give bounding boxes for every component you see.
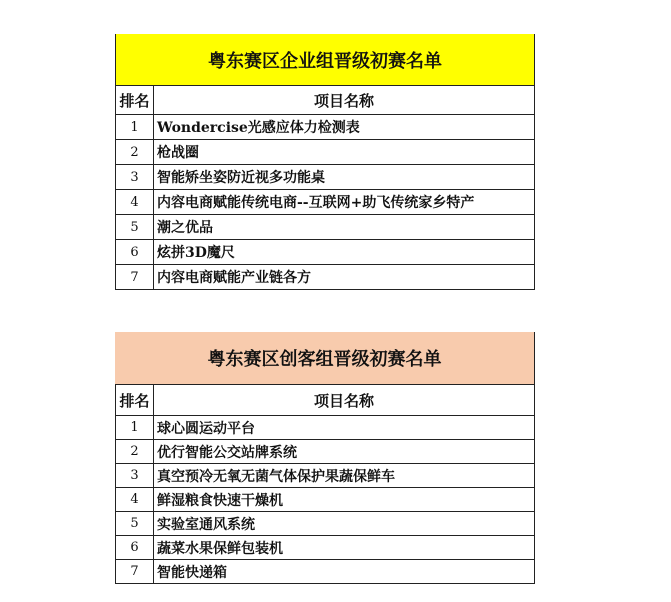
project-name-cell: 潮之优品	[154, 215, 535, 240]
project-name-cell: 枪战圈	[154, 140, 535, 165]
rank-cell: 7	[116, 560, 154, 584]
table-row	[116, 416, 535, 440]
project-name-cell: 球心圆运动平台	[154, 416, 535, 440]
rank-cell: 3	[116, 464, 154, 488]
maker-group-title: 粤东赛区创客组晋级初赛名单	[115, 332, 535, 384]
table-row	[116, 165, 535, 190]
project-name-cell: 内容电商赋能传统电商--互联网+助飞传统家乡特产	[154, 190, 535, 215]
rank-cell: 6	[116, 536, 154, 560]
table-row	[116, 265, 535, 290]
table-header-row	[116, 86, 535, 115]
table-row	[116, 440, 535, 464]
project-name-cell: Wondercise光感应体力检测表	[154, 115, 535, 140]
project-name-cell: 实验室通风系统	[154, 512, 535, 536]
table-row	[116, 464, 535, 488]
project-name-cell: 优行智能公交站牌系统	[154, 440, 535, 464]
rank-cell: 2	[116, 140, 154, 165]
maker-group-sheet	[115, 332, 535, 584]
project-name-cell: 智能矫坐姿防近视多功能桌	[154, 165, 535, 190]
table-row	[116, 536, 535, 560]
table-row	[116, 140, 535, 165]
rank-cell: 3	[116, 165, 154, 190]
project-name-cell: 炫拼3D魔尺	[154, 240, 535, 265]
enterprise-group-table	[115, 85, 535, 290]
project-name-cell: 蔬菜水果保鲜包装机	[154, 536, 535, 560]
rank-cell: 4	[116, 190, 154, 215]
rank-cell: 4	[116, 488, 154, 512]
rank-cell: 2	[116, 440, 154, 464]
project-name-cell: 鲜湿粮食快速干燥机	[154, 488, 535, 512]
table-row	[116, 215, 535, 240]
rank-cell: 5	[116, 215, 154, 240]
rank-cell: 7	[116, 265, 154, 290]
table-header-row	[116, 385, 535, 416]
table-row	[116, 190, 535, 215]
enterprise-group-sheet	[115, 34, 535, 290]
maker-group-table	[115, 384, 535, 584]
rank-column-header: 排名	[116, 385, 154, 416]
table-row	[116, 560, 535, 584]
project-name-cell: 智能快递箱	[154, 560, 535, 584]
project-name-cell: 内容电商赋能产业链各方	[154, 265, 535, 290]
project-name-column-header: 项目名称	[154, 86, 535, 115]
table-row	[116, 512, 535, 536]
rank-cell: 1	[116, 416, 154, 440]
rank-cell: 6	[116, 240, 154, 265]
project-name-cell: 真空预冷无氧无菌气体保护果蔬保鲜车	[154, 464, 535, 488]
project-name-column-header: 项目名称	[154, 385, 535, 416]
enterprise-group-title: 粤东赛区企业组晋级初赛名单	[115, 34, 535, 85]
rank-column-header: 排名	[116, 86, 154, 115]
table-row	[116, 115, 535, 140]
table-row	[116, 240, 535, 265]
rank-cell: 1	[116, 115, 154, 140]
table-row	[116, 488, 535, 512]
rank-cell: 5	[116, 512, 154, 536]
